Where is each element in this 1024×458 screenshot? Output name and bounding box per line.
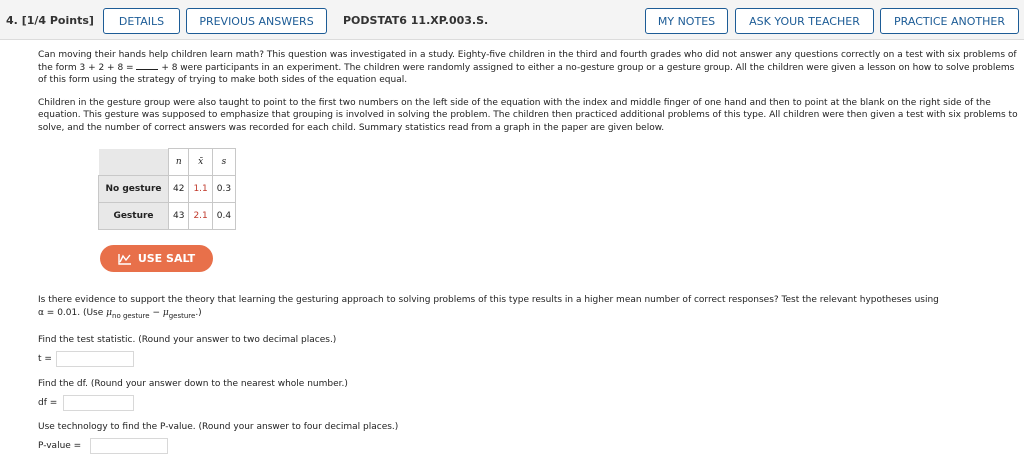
row-label-gesture: Gesture	[99, 203, 169, 230]
table-header-row	[99, 149, 236, 176]
df-input[interactable]	[63, 395, 134, 411]
equation-blank	[136, 62, 158, 70]
hypothesis-question: Is there evidence to support the theory that learning the gesturing approach to solving problems of this type results in a higher mean number of correct responses? Test the relevant hypotheses using α = 0.01. (Use $\mu_{no gesture} - \mu_{gesture}$.)	[38, 295, 939, 320]
use-salt-label: USE SALT	[137, 252, 196, 265]
df-prompt: Find the df. (Round your answer down to the nearest whole number.)	[38, 379, 348, 389]
table-row	[99, 176, 236, 203]
my-notes-button[interactable]: MY NOTES	[645, 8, 728, 34]
p-prompt: Use technology to find the P-value. (Round your answer to four decimal places.)	[38, 422, 399, 432]
table-row	[99, 203, 236, 230]
question-number: 4. [1/4 Points]	[6, 14, 94, 27]
cell-s: 0.4	[212, 203, 235, 230]
row-label-no-gesture: No gesture	[99, 176, 169, 203]
p-value-input[interactable]	[90, 438, 168, 454]
problem-paragraph-1: Can moving their hands help children learn math? This question was investigated in a study. Eighty-five children in the third and fourth grades who did not answer any questions correctly on a test with six problems of the form 3 + 2 + 8 = + 8 were participants in an experiment. The children were randomly assigned to either a no-gesture group or a gesture group. All the children were given a lesson on how to solve problems of this form using the strategy of trying to make both sides of the equation equal.	[38, 50, 1017, 85]
chart-icon	[118, 253, 132, 265]
t-label: t =	[38, 354, 52, 364]
header-s: s	[212, 149, 235, 176]
cell-xbar: 1.1	[189, 176, 212, 203]
cell-n: 43	[169, 203, 189, 230]
table-corner	[99, 149, 169, 176]
header-xbar: x̄	[189, 149, 212, 176]
use-salt-button[interactable]	[100, 245, 213, 272]
previous-answers-button[interactable]: PREVIOUS ANSWERS	[186, 8, 327, 34]
cell-n: 42	[169, 176, 189, 203]
practice-another-button[interactable]: PRACTICE ANOTHER	[880, 8, 1019, 34]
t-prompt: Find the test statistic. (Round your answer to two decimal places.)	[38, 335, 337, 345]
p-value-label: P-value =	[38, 441, 82, 451]
problem-text	[38, 49, 1018, 134]
cell-xbar: 2.1	[189, 203, 212, 230]
ask-teacher-button[interactable]: ASK YOUR TEACHER	[735, 8, 874, 34]
details-button[interactable]: DETAILS	[103, 8, 180, 34]
header-n: n	[169, 149, 189, 176]
question-header	[0, 0, 1024, 40]
problem-paragraph-2: Children in the gesture group were also taught to point to the first two numbers on the left side of the equation with the index and middle finger of one hand and then to point at the blank on the right side of the equation. This gesture was supposed to emphasize that grouping is involved in solving the problem. The children then practiced additional problems of this type. All children were then given a test with six problems to solve, and the number of correct answers was recorded for each child. Summary statistics read from a graph in the paper are given below.	[38, 97, 1018, 133]
summary-statistics-table	[98, 148, 236, 230]
t-statistic-input[interactable]	[56, 351, 134, 367]
df-label: df =	[38, 398, 58, 408]
question-id: PODSTAT6 11.XP.003.S.	[343, 14, 489, 27]
cell-s: 0.3	[212, 176, 235, 203]
